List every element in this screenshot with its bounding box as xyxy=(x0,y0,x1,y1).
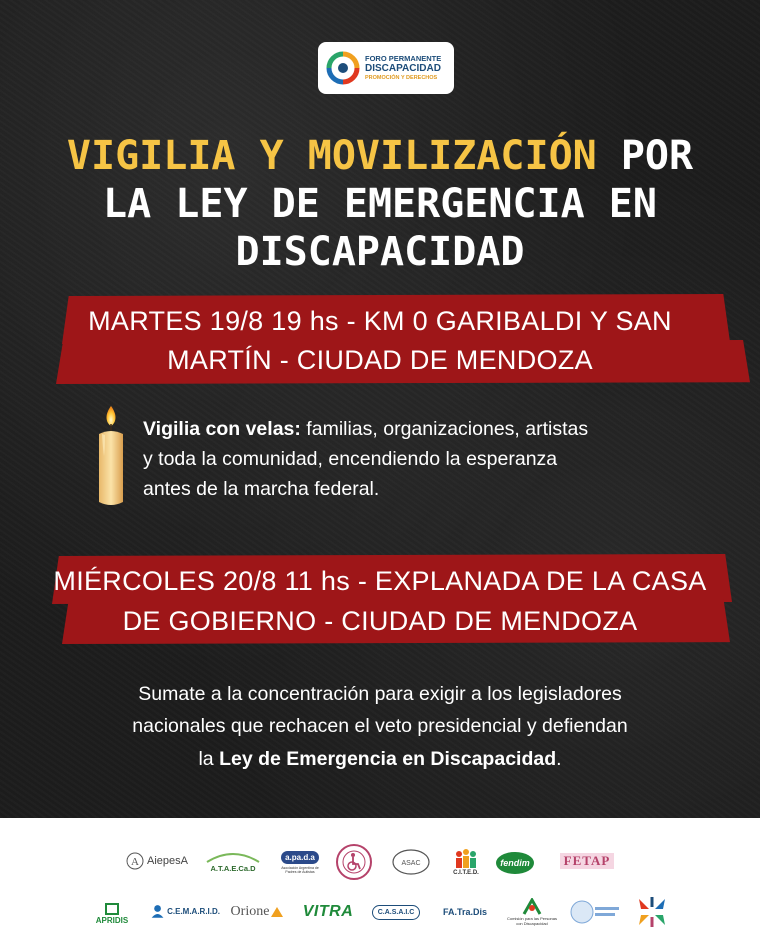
vigilia-line-1: familias, organizaciones, artistas xyxy=(300,418,589,440)
closing-line-3 xyxy=(30,744,730,774)
asac-icon xyxy=(391,847,431,877)
svg-text:ASAC: ASAC xyxy=(401,860,421,867)
wheelchair-icon xyxy=(335,843,373,881)
cemarid-icon xyxy=(150,902,165,920)
aiepesa-logo: A AiepesA xyxy=(122,848,192,874)
foro-logo xyxy=(318,42,454,94)
logo-line-3: PROMOCIÓN Y DERECHOS xyxy=(365,74,438,81)
disability-association-logo xyxy=(334,842,374,882)
foro-logo-icon xyxy=(326,51,360,85)
aiepesa-icon xyxy=(126,852,144,870)
sponsor-logos xyxy=(0,818,760,950)
comision-icon xyxy=(520,898,544,916)
vigilia-text xyxy=(143,414,703,504)
casaic-logo: C.A.S.A.I.C xyxy=(368,900,424,924)
ataecad-logo: A.T.A.E.Ca.D xyxy=(200,846,266,876)
title-line-1 xyxy=(20,132,740,180)
event2-line-1: MIÉRCOLES 20/8 11 hs - EXPLANADA DE LA CASA xyxy=(53,566,707,596)
consejo-icon xyxy=(569,899,621,925)
title-line-2: LA LEY DE EMERGENCIA EN xyxy=(103,181,657,227)
candle-icon xyxy=(92,404,130,508)
fatradis-logo: FA.Tra.Dis xyxy=(442,907,487,917)
apada-logo: a.pa.d.a Asociación Argentina de Padres de Autistas xyxy=(281,852,319,874)
title-line-1-rest: POR xyxy=(596,133,694,179)
vigilia-line-2: y toda la comunidad, encendiendo la esperanza xyxy=(143,448,558,470)
comision-logo: Comisión para las Personas con Discapacidad xyxy=(504,892,560,932)
svg-text:A: A xyxy=(131,856,139,868)
consejo-logo xyxy=(568,898,622,926)
title-highlight: VIGILIA Y MOVILIZACIÓN xyxy=(66,133,597,179)
cited-people-icon xyxy=(454,848,478,870)
title-line-3: DISCAPACIDAD xyxy=(235,229,525,275)
orione-logo: Orione xyxy=(228,900,288,924)
logo-line-1: FORO PERMANENTE xyxy=(365,54,442,63)
orione-flame-icon xyxy=(269,905,285,919)
apridis-logo: APRIDIS xyxy=(90,896,134,930)
vitra-logo: VITRA xyxy=(302,903,354,920)
asac-logo xyxy=(390,846,432,878)
closing-line-2: nacionales que rechacen el veto presidencial y defiendan xyxy=(132,715,628,737)
closing-line-3-pre: la xyxy=(198,748,220,770)
closing-line-1: Sumate a la concentración para exigir a los legisladores xyxy=(138,683,622,705)
event2-line-2: DE GOBIERNO - CIUDAD DE MENDOZA xyxy=(122,606,638,636)
closing-law-name: Ley de Emergencia en Discapacidad xyxy=(219,748,557,770)
cited-logo: C.I.T.E.D. xyxy=(446,842,486,882)
star-arrows-logo xyxy=(632,894,672,930)
closing-line-3-post: . xyxy=(556,748,562,770)
logo-line-2: DISCAPACIDAD xyxy=(365,62,441,74)
cemarid-logo: C.E.M.A.R.I.D. xyxy=(150,898,220,924)
event1-line-1: MARTES 19/8 19 hs - KM 0 GARIBALDI Y SAN xyxy=(88,306,672,336)
vigilia-bold: Vigilia con velas: xyxy=(143,418,301,440)
fendim-logo: fendim xyxy=(494,846,536,880)
event1-line-2: MARTÍN - CIUDAD DE MENDOZA xyxy=(167,345,593,375)
apridis-icon xyxy=(104,902,120,916)
vigilia-line-3: antes de la marcha federal. xyxy=(143,478,380,500)
ataecad-icon xyxy=(203,850,263,864)
fetap-logo: FETAP xyxy=(552,848,622,874)
arrows-star-icon xyxy=(635,895,669,929)
